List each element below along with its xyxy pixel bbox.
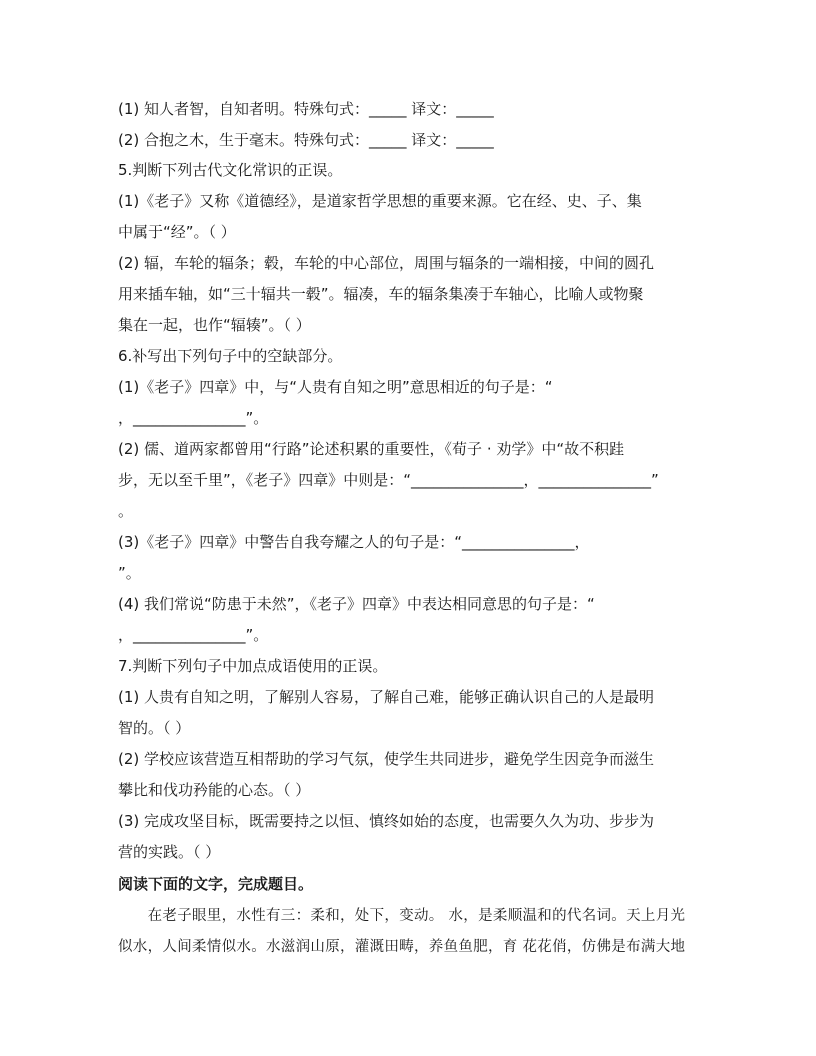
q6-item-3-line-2: ”。 [118, 564, 141, 582]
q5-item-2-line-2: 用来插车轴，如“三十辐共一毂”。辐凑，车的辐条集凑于车轴心，比喻人或物聚 [118, 285, 644, 303]
q5-item-1-line-1: (1)《老子》又称《道德经》，是道家哲学思想的重要来源。它在经、史、子、集 [118, 192, 642, 210]
q6-item-2-line-3: 。 [118, 502, 134, 520]
q7-item-2-line-1: (2) 学校应该营造互相帮助的学习气氛，使学生共同进步，避免学生因竞争而滋生 [118, 750, 655, 768]
reading-section-heading: 阅读下面的文字，完成题目。 [118, 875, 314, 893]
q7-item-3-line-2: 营的实践。（ ） [118, 843, 221, 861]
q5-item-2-line-3: 集在一起，也作“辐辏”。（ ） [118, 316, 311, 334]
q6-item-4-line-2: ，_______________”。 [118, 626, 269, 644]
q7-heading: 7.判断下列句子中加点成语使用的正误。 [118, 657, 388, 675]
q6-item-1-line-1: (1)《老子》四章》中，与“人贵有自知之明”意思相近的句子是：“ [118, 378, 553, 396]
passage-line-2: 似水，人间柔情似水。水滋润山原，灌溉田畴，养鱼鱼肥，育 花花俏，仿佛是布满大地 [118, 939, 686, 955]
q5-item-1-line-2: 中属于“经”。（ ） [118, 223, 236, 241]
q6-heading: 6.补写出下列句子中的空缺部分。 [118, 347, 343, 365]
q6-item-4-line-1: (4) 我们常说“防患于未然”，《老子》四章》中表达相同意思的句子是：“ [118, 595, 595, 613]
q6-item-2-line-1: (2) 儒、道两家都曾用“行路”论述积累的重要性，《荀子 · 劝学》中“故不积跬 [118, 440, 625, 458]
passage-line-1: 在老子眼里，水性有三：柔和，处下，变动。 水，是柔顺温和的代名词。天上月光 [118, 908, 686, 924]
q7-item-1-line-1: (1) 人贵有自知之明，了解别人容易，了解自己难，能够正确认识自己的人是最明 [118, 688, 655, 706]
q7-item-1-line-2: 智的。（ ） [118, 719, 191, 737]
q6-item-2-line-2: 步，无以至千里”，《老子》四章》中则是：“_______________，_______________” [118, 471, 659, 489]
q4-item-1: (1) 知人者智，自知者明。特殊句式：_____ 译文：_____ [118, 100, 494, 118]
q7-item-3-line-1: (3) 完成攻坚目标，既需要持之以恒、慎终如始的态度，也需要久久为功、步步为 [118, 812, 655, 830]
q5-heading: 5.判断下列古代文化常识的正误。 [118, 161, 343, 179]
q5-item-2-line-1: (2) 辐，车轮的辐条；毂，车轮的中心部位，周围与辐条的一端相接，中间的圆孔 [118, 254, 655, 272]
q6-item-3-line-1: (3)《老子》四章》中警告自我夸耀之人的句子是：“_______________， [118, 533, 590, 551]
q7-item-2-line-2: 攀比和伐功矜能的心态。（ ） [118, 781, 311, 799]
q6-item-1-line-2: ，_______________”。 [118, 409, 269, 427]
q4-item-2: (2) 合抱之木，生于毫末。特殊句式：_____ 译文：_____ [118, 131, 494, 149]
